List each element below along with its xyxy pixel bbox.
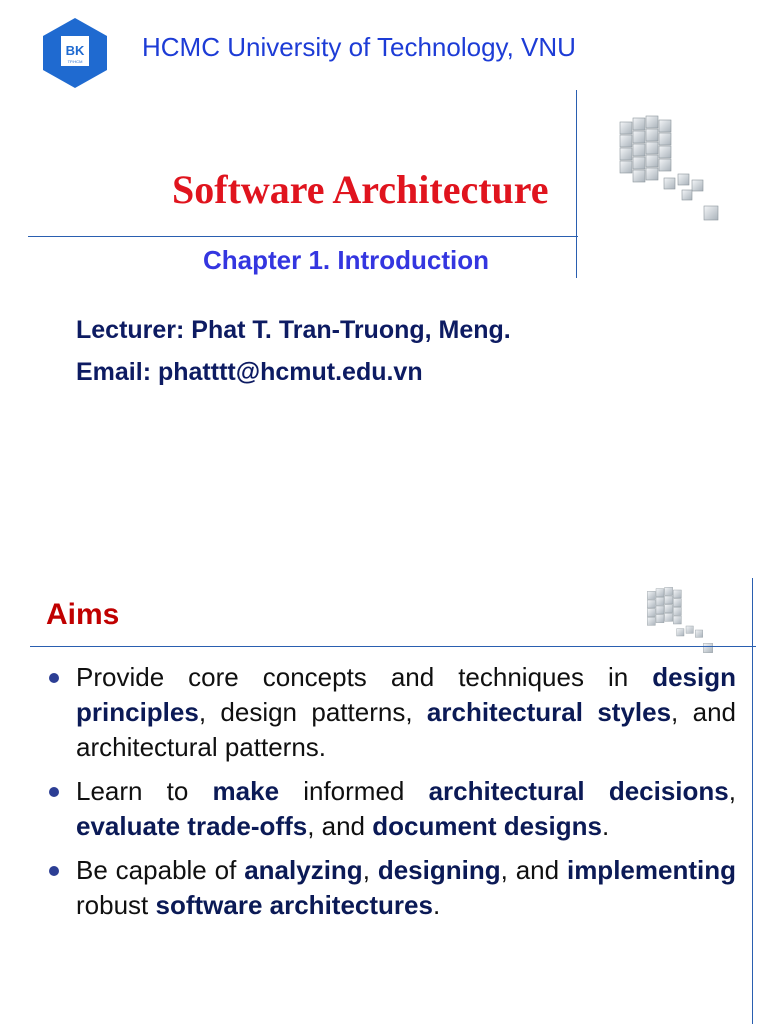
bullet-dot-icon	[49, 787, 59, 797]
bullet-run: , and	[500, 855, 567, 885]
vertical-rule	[576, 90, 577, 278]
bullet-emphasis: document designs	[372, 811, 602, 841]
bullet-emphasis: architectural styles	[426, 697, 672, 727]
university-name: HCMC University of Technology, VNU	[142, 32, 576, 62]
aims-list	[48, 660, 736, 932]
bullet-emphasis: make	[212, 776, 280, 806]
svg-text:BK: BK	[65, 43, 85, 58]
bullet-text	[76, 776, 736, 841]
svg-text:TP.HCM: TP.HCM	[67, 59, 83, 64]
aims-slide	[0, 520, 768, 1024]
horizontal-rule	[28, 236, 578, 237]
bullet-run: , design patterns,	[198, 697, 427, 727]
bullet-emphasis: design principles	[76, 662, 736, 727]
bk-logo	[38, 16, 112, 90]
bullet-dot-icon	[49, 673, 59, 683]
bullet-run: Be capable of	[76, 855, 245, 885]
bullet-text	[76, 855, 736, 920]
bullet-emphasis: software architectures	[155, 890, 433, 920]
aims-bullet	[48, 853, 736, 923]
bullet-run: robust	[76, 890, 156, 920]
bullet-run: Learn to	[76, 776, 213, 806]
bullet-emphasis: architectural decisions	[428, 776, 729, 806]
cubes-graphic	[606, 108, 732, 228]
horizontal-rule	[30, 646, 756, 647]
bullet-run: , and	[307, 811, 373, 841]
cubes-graphic	[630, 582, 730, 662]
bullet-run: informed	[279, 776, 429, 806]
chapter-subtitle: Chapter 1. Introduction	[203, 245, 489, 275]
aims-bullet	[48, 660, 736, 765]
bullet-emphasis: analyzing	[244, 855, 363, 885]
bullet-run: ,	[728, 776, 736, 806]
bullet-run: , and architectural patterns.	[76, 697, 737, 762]
bullet-emphasis: implementing	[566, 855, 736, 885]
bullet-text	[76, 662, 736, 762]
bullet-run: Provide core concepts and techniques in	[76, 662, 653, 692]
email-line: Email: phatttt@hcmut.edu.vn	[76, 358, 423, 386]
lecturer-line: Lecturer: Phat T. Tran-Truong, Meng.	[76, 316, 511, 344]
bullet-dot-icon	[49, 866, 59, 876]
bullet-run: .	[432, 890, 441, 920]
aims-bullet	[48, 774, 736, 844]
bullet-emphasis: designing	[377, 855, 501, 885]
bullet-emphasis: evaluate trade-offs	[76, 811, 308, 841]
bullet-run: .	[601, 811, 610, 841]
aims-heading: Aims	[46, 598, 120, 631]
vertical-rule	[752, 578, 753, 1024]
presentation-title: Software Architecture	[172, 167, 549, 212]
bullet-run: ,	[362, 855, 378, 885]
